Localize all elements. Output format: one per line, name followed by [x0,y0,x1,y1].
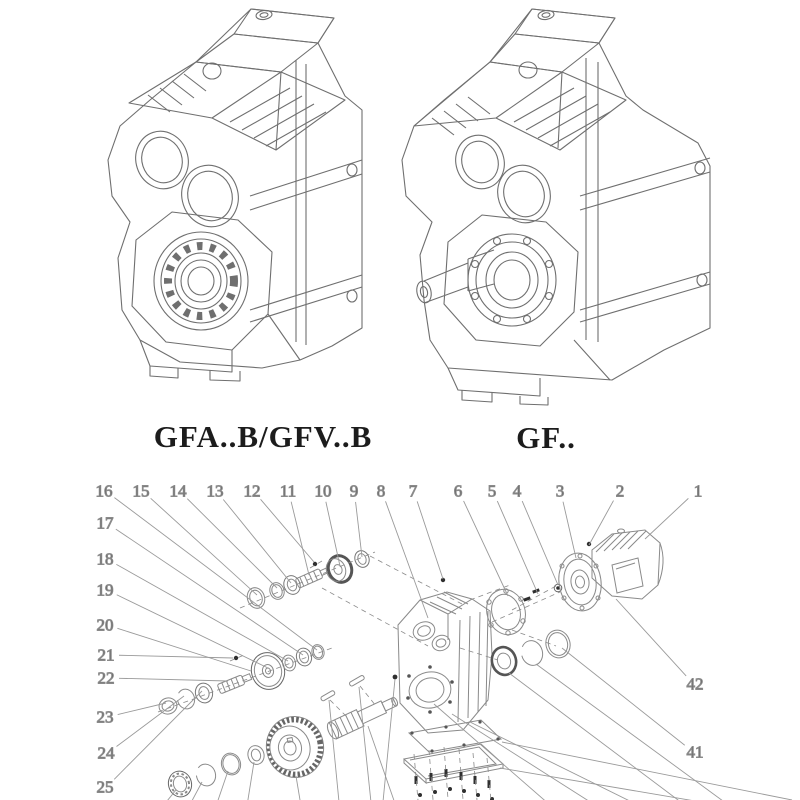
callout-label-23: 23 [96,707,114,727]
callout-leader [116,564,288,661]
cover-plate [404,744,503,783]
callout-leader [386,501,428,618]
callout-label-24: 24 [97,743,115,763]
assembly-axis-lines [158,552,560,800]
callout-leader [417,501,443,579]
shaft-key [320,690,335,701]
callout-label-2: 2 [615,481,625,501]
hollow-shaft-bearing [154,232,248,330]
callout-leader [356,502,362,557]
assembly-axis [487,758,492,800]
callout-leader [522,501,558,585]
callout-label-10: 10 [314,481,332,501]
assembly-axis [322,588,428,646]
exploded-view [96,482,793,800]
callout-leader-cropped [359,687,372,800]
callout-leader [261,499,314,562]
shaft-key [349,675,365,687]
figure-label-left: GFA..B/GFV..B [153,419,373,454]
callout-leader-cropped [470,722,652,800]
callout-leader [464,501,508,596]
assembly-axis [370,556,462,604]
assembly-axis [330,700,348,718]
callout-label-20: 20 [96,615,114,635]
callout-leader [116,529,303,655]
callout-leader [616,599,686,676]
callout-leader-cropped [329,700,340,800]
callout-label-9: 9 [349,481,359,501]
callout-label-13: 13 [206,481,224,501]
callout-label-16: 16 [95,481,113,501]
gearbox-drawing-gf [402,9,710,405]
callout-leader [119,655,233,658]
fastener-set [523,542,591,602]
callout-label-12: 12 [243,481,261,501]
callout-label-21: 21 [97,645,115,665]
callout-leader [151,498,257,595]
callout-label-42: 42 [686,674,704,694]
output-flange [468,234,556,326]
callout-labels [96,482,704,797]
callout-label-5: 5 [487,481,497,501]
callout-leader [223,499,291,583]
assembly-axis [360,686,376,706]
callout-leader [645,498,688,539]
callout-label-22: 22 [97,668,115,688]
callout-leader-cropped [296,776,302,800]
plug-dot [393,675,398,680]
figure-label-right: GF.. [516,420,576,455]
callout-leader [114,498,317,650]
output-gear-set [166,675,401,800]
assembly-axis [492,592,560,622]
housing-drawing [393,578,492,733]
callout-label-19: 19 [96,580,114,600]
callout-label-18: 18 [96,549,114,569]
callout-label-4: 4 [512,481,522,501]
callout-label-25: 25 [96,777,114,797]
callout-leader [118,703,166,715]
callout-label-17: 17 [96,513,114,533]
motor-drawing [555,529,663,614]
callout-leader-cropped [186,782,202,800]
callout-label-1: 1 [693,481,703,501]
callout-label-8: 8 [376,481,386,501]
callout-leader-cropped [509,673,694,800]
callout-leader-cropped [502,742,792,800]
callout-label-11: 11 [279,481,297,501]
callout-label-6: 6 [453,481,463,501]
callout-label-41: 41 [686,742,704,762]
callout-leader-cropped [368,726,398,800]
callout-label-15: 15 [132,481,150,501]
callout-leader-cropped [382,679,395,800]
callout-leader [114,691,202,779]
gearbox-drawing-gfab-gfvb [108,9,362,381]
callout-label-3: 3 [555,481,565,501]
callout-label-14: 14 [169,481,187,501]
callout-leader [116,696,184,747]
callout-leader [563,502,576,558]
large-helical-gear [261,711,329,783]
callout-leader [119,678,228,681]
callout-label-7: 7 [408,481,418,501]
callout-leader-cropped [246,762,254,800]
bearing-ring-set-right [489,627,573,677]
callout-leader [497,501,538,594]
